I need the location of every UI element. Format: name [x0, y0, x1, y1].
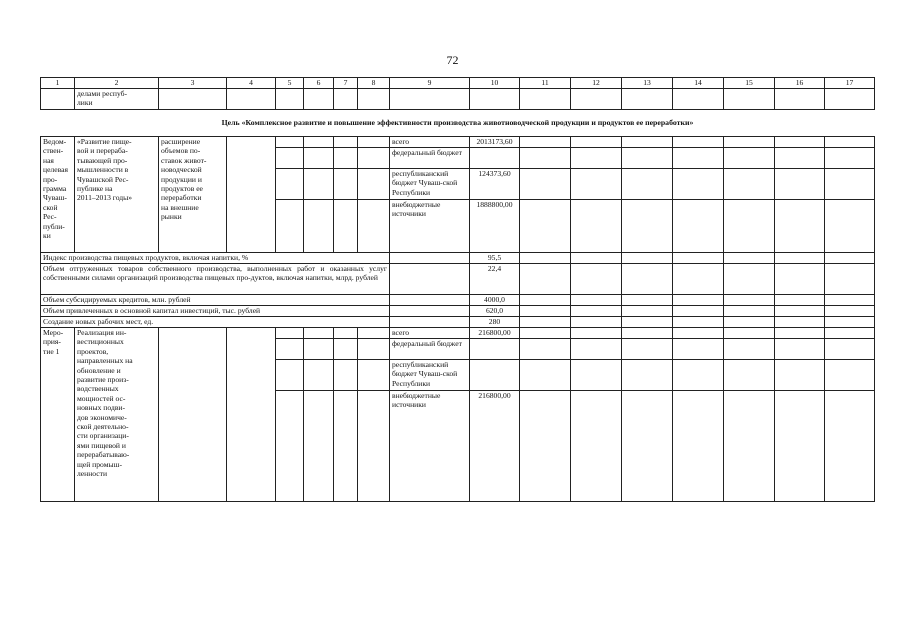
column-number: 4	[227, 78, 276, 89]
goal-heading: Цель «Комплексное развитие и повышение эффективности производства животноводческой продукции и продуктов ее переработки»	[41, 110, 875, 137]
block1-status: Ведом- ствен- ная целевая про- грамма Чуваш- ской Рес- публи- ки	[41, 137, 75, 253]
column-number: 11	[520, 78, 571, 89]
funding-value: 124373,60	[470, 169, 520, 200]
indicator-value: 4000,0	[470, 295, 520, 306]
indicator-label: Индекс производства пищевых продуктов, включая напитки, %	[41, 253, 390, 264]
indicator-value: 620,0	[470, 306, 520, 317]
indicator-label: Объем отгруженных товаров собственного производства, выполненных работ и оказанных услуг собственными силами организаций производства пищевых про-дуктов, включая напитки, млрд. рублей	[41, 264, 390, 295]
block2-row-total	[41, 328, 875, 339]
column-number: 16	[775, 78, 825, 89]
block2-name: Реализация ин- вестиционных проектов, направленных на обновление и развитие произ- водственных мощностей ос- новных подви- дов экономиче- ской деятельно- сти организаци- ями пищевой и перерабатываю- щей промыш- ленности	[75, 328, 159, 502]
column-number: 1	[41, 78, 75, 89]
funding-source: республиканский бюджет Чуваш-ской Республики	[390, 169, 470, 200]
indicator-value: 95,5	[470, 253, 520, 264]
block1-row-total	[41, 137, 875, 148]
indicator-label: Объем субсидируемых кредитов, млн. рублей	[41, 295, 390, 306]
column-number-row	[41, 78, 875, 89]
column-number: 7	[334, 78, 358, 89]
column-number: 10	[470, 78, 520, 89]
column-number: 6	[304, 78, 334, 89]
funding-source: внебюджетные источники	[390, 391, 470, 502]
column-number: 13	[622, 78, 673, 89]
column-number: 12	[571, 78, 622, 89]
funding-value: 216800,00	[470, 328, 520, 339]
indicator-value: 280	[470, 317, 520, 328]
goal-row	[41, 110, 875, 137]
indicator-row	[41, 253, 875, 264]
funding-value	[470, 360, 520, 391]
indicator-row	[41, 317, 875, 328]
funding-value	[470, 339, 520, 360]
continuation-row	[41, 89, 875, 110]
funding-source: всего	[390, 137, 470, 148]
indicator-label: Объем привлеченных в основной капитал инвестиций, тыс. рублей	[41, 306, 390, 317]
continuation-text: делами респуб- лики	[75, 89, 159, 110]
page-number: 72	[446, 53, 459, 67]
indicator-label: Создание новых рабочих мест, ед.	[41, 317, 390, 328]
block2-status: Меро- прия- тие 1	[41, 328, 75, 502]
block1-goal: расширение объемов по- ставок живот- новодческой продукции и продуктов ее переработки на внешние рынки	[159, 137, 227, 253]
column-number: 17	[825, 78, 875, 89]
funding-source: внебюджетные источники	[390, 200, 470, 253]
column-number: 15	[724, 78, 775, 89]
column-number: 9	[390, 78, 470, 89]
column-number: 3	[159, 78, 227, 89]
funding-value: 2013173,60	[470, 137, 520, 148]
column-number: 2	[75, 78, 159, 89]
indicator-row	[41, 295, 875, 306]
column-number: 5	[276, 78, 304, 89]
indicator-row	[41, 306, 875, 317]
funding-value: 1888800,00	[470, 200, 520, 253]
block1-name: «Развитие пище- вой и перераба- тывающей про- мышленности в Чувашской Рес- публике на 2011–2013 годы»	[75, 137, 159, 253]
column-number: 14	[673, 78, 724, 89]
funding-value	[470, 148, 520, 169]
program-table	[40, 77, 875, 502]
funding-source: федеральный бюджет	[390, 148, 470, 169]
funding-source: федеральный бюджет	[390, 339, 470, 360]
indicator-value: 22,4	[470, 264, 520, 295]
column-number: 8	[358, 78, 390, 89]
funding-source: республиканский бюджет Чуваш-ской Республики	[390, 360, 470, 391]
funding-source: всего	[390, 328, 470, 339]
funding-value: 216800,00	[470, 391, 520, 502]
indicator-row	[41, 264, 875, 295]
